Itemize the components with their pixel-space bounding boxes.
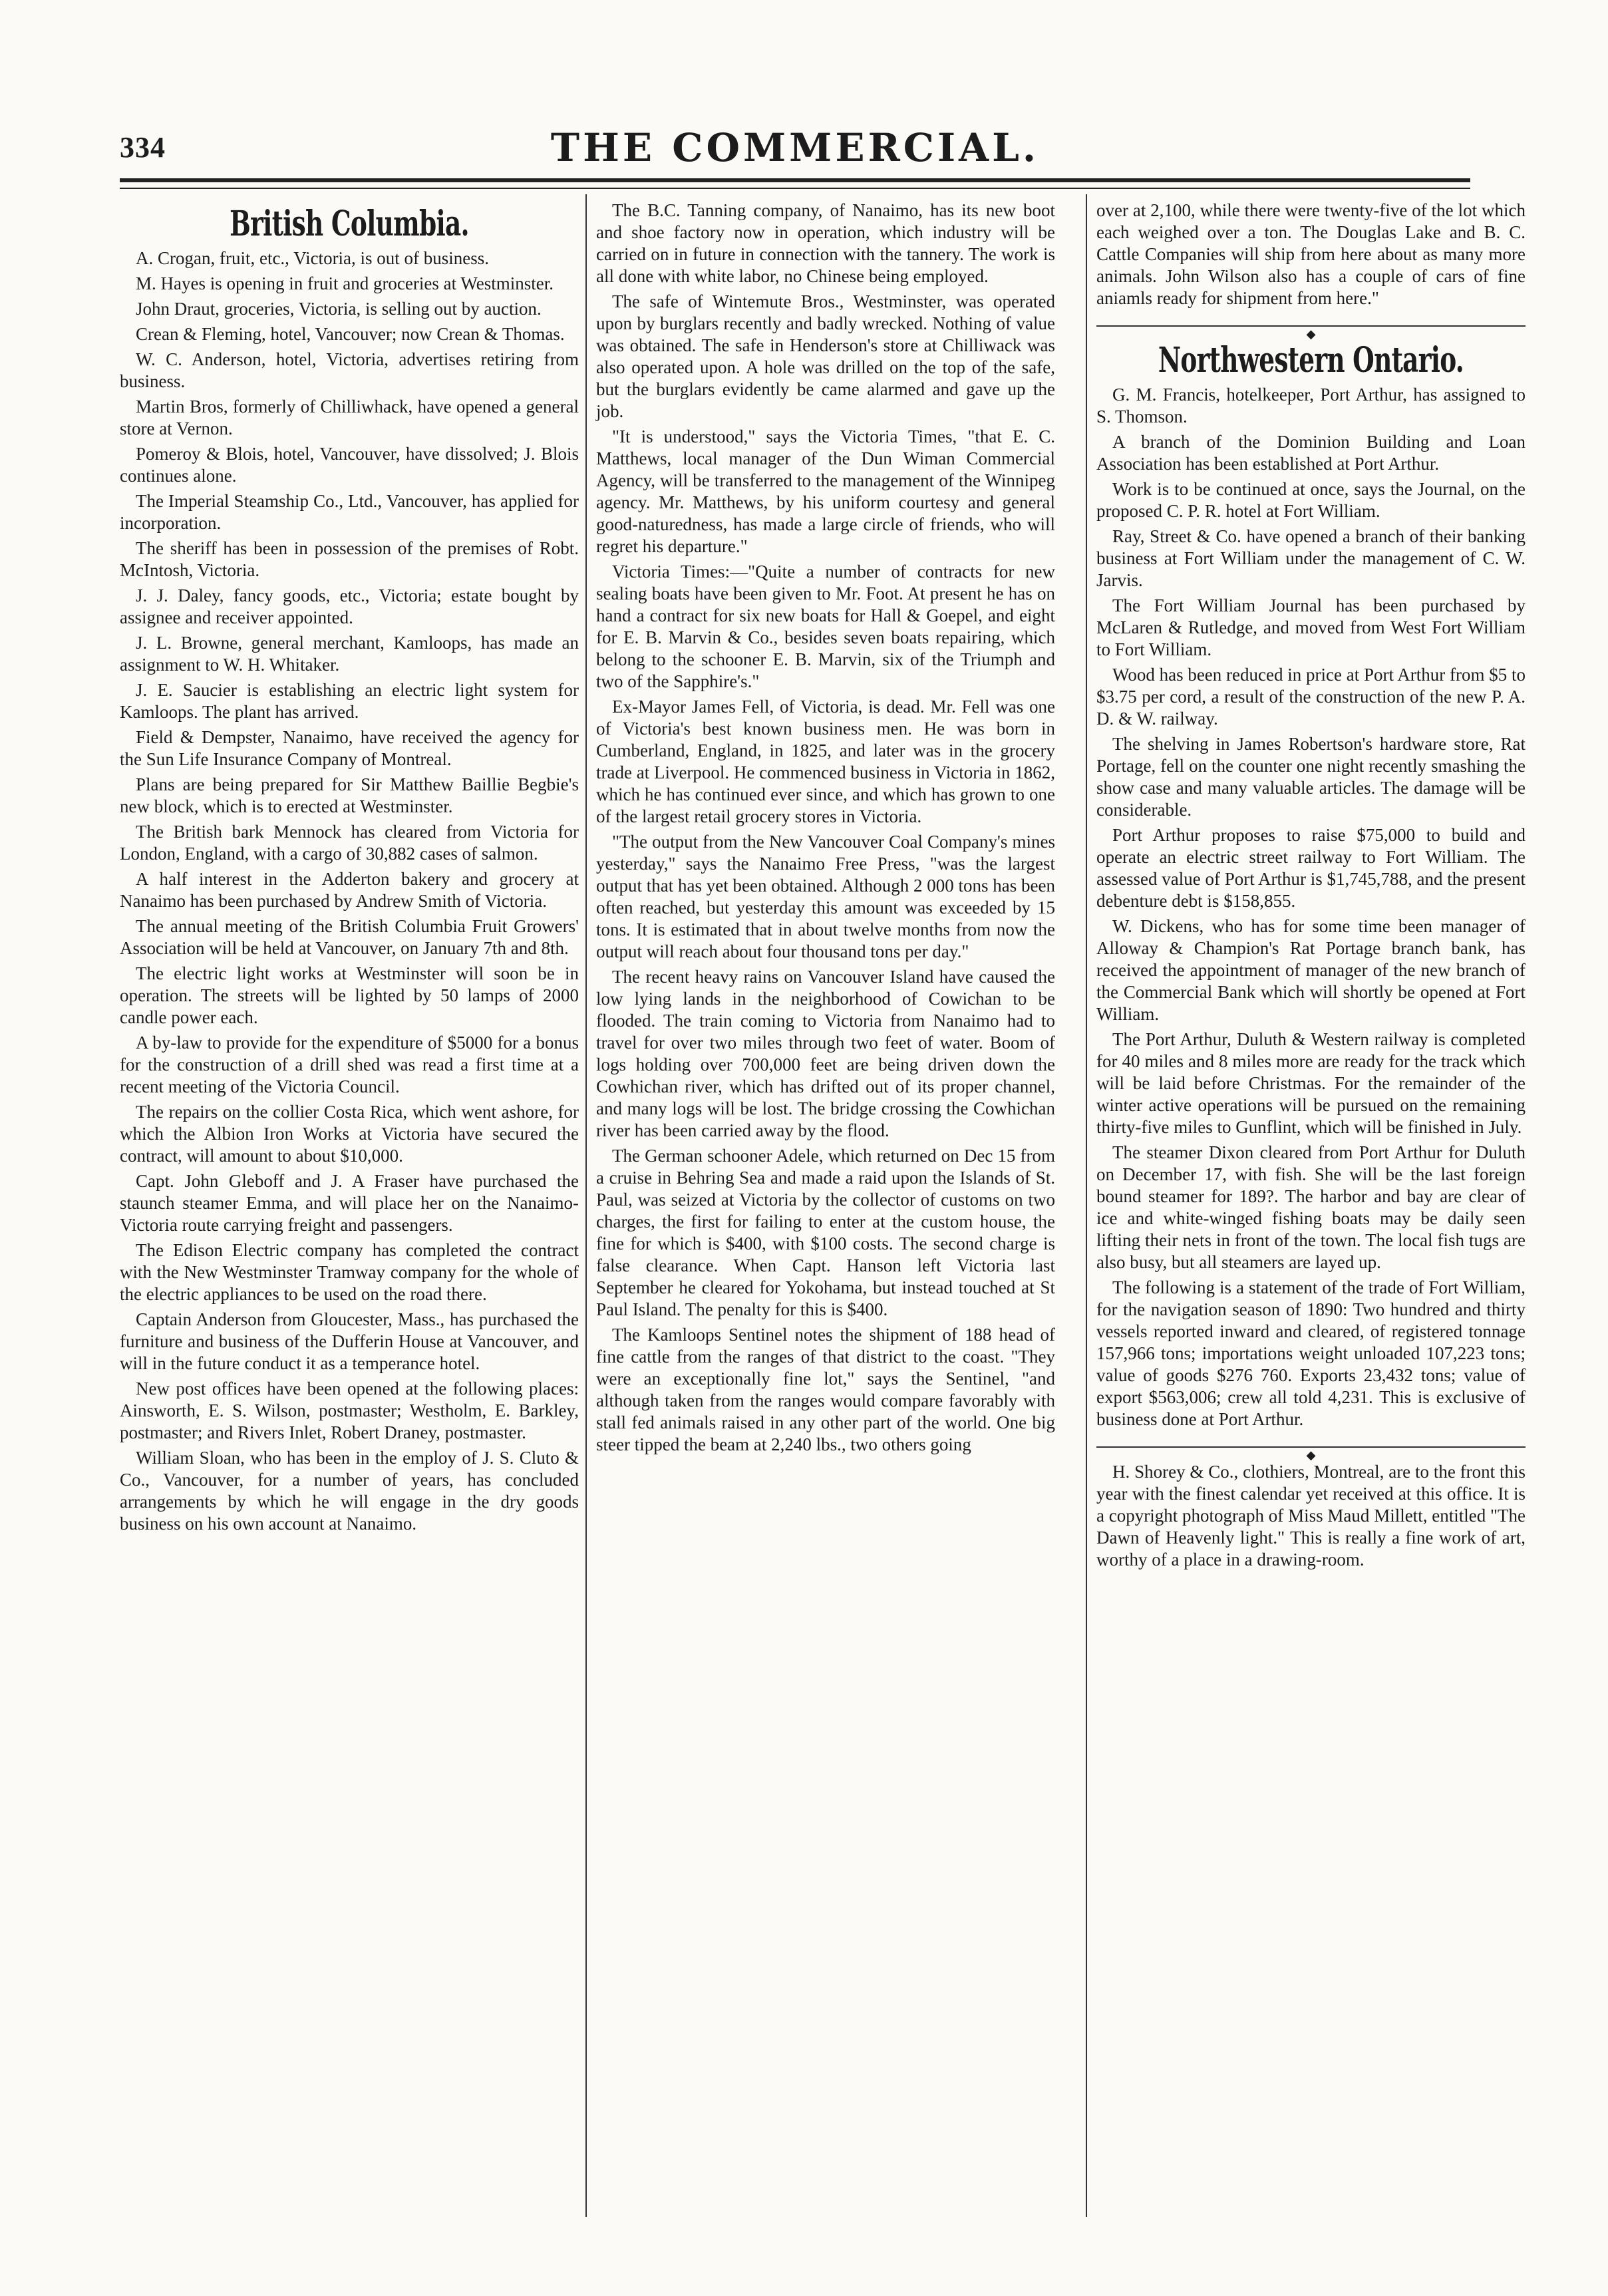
news-item-continuation: over at 2,100, while there were twenty-five of the lot which each weighed over a ton. The Douglas Lake and B. C. Cattle Companies will ship from here about as many more animals. John Wilson also has a couple of cars of fine aniamls ready for shipment from here." [1096, 200, 1526, 308]
section-heading-northwestern-ontario: Northwestern Ontario. [1158, 340, 1464, 381]
news-item: William Sloan, who has been in the employ of J. S. Cluto & Co., Vancouver, for a number of years, has concluded arrangements by which he will engage in the dry goods business on his own account at Nanaimo. [120, 1448, 579, 1534]
column-divider [585, 194, 587, 2217]
news-item: The annual meeting of the British Columbia Fruit Growers' Association will be held at Vancouver, on January 7th and 8th. [120, 916, 579, 958]
news-item: Martin Bros, formerly of Chilliwhack, have opened a general store at Vernon. [120, 397, 579, 438]
news-item: New post offices have been opened at the following places: Ainsworth, E. S. Wilson, postmaster; Westholm, E. Barkley, postmaster; and Rivers Inlet, Robert Draney, postmaster. [120, 1379, 579, 1442]
news-item: "The output from the New Vancouver Coal Company's mines yesterday," says the Nanaimo Free Press, "was the largest output that has yet been obtained. Although 2 000 tons has been often reached, but yesterday this amount was exceeded by 15 tons. It is estimated that in about twelve months from now the output will reach about four thousand tons per day." [596, 832, 1055, 961]
news-item: A by-law to provide for the expenditure of $5000 for a bonus for the construction of a drill shed was read a first time at a recent meeting of the Victoria Council. [120, 1033, 579, 1096]
news-item: The recent heavy rains on Vancouver Island have caused the low lying lands in the neighborhood of Cowichan to be flooded. The train coming to Victoria from Nanaimo had to travel for over two miles through two feet of water. Boom of logs holding over 700,000 feet are being driven down the Cowhichan river, which has drifted out of its proper channel, and many logs will be lost. The bridge crossing the Cowhichan river has been carried away by the flood. [596, 967, 1055, 1140]
news-items-list [120, 247, 579, 1535]
news-item: Plans are being prepared for Sir Matthew Baillie Begbie's new block, which is to erected at Westminster. [120, 774, 579, 816]
news-item: Ray, Street & Co. have opened a branch of their banking business at Fort William under the management of C. W. Jarvis. [1096, 526, 1526, 590]
news-item: John Draut, groceries, Victoria, is selling out by auction. [136, 299, 542, 319]
column-british-columbia [120, 200, 579, 1538]
news-item: W. C. Anderson, hotel, Victoria, advertises retiring from business. [120, 349, 579, 391]
news-item: The Edison Electric company has completed the contract with the New Westminster Tramway company for the whole of the electric appliances to be used on the road there. [120, 1240, 579, 1304]
news-item: Field & Dempster, Nanaimo, have received the agency for the Sun Life Insurance Company of Montreal. [120, 727, 579, 769]
news-item: G. M. Francis, hotelkeeper, Port Arthur, has assigned to S. Thomson. [1096, 385, 1526, 426]
news-items-list [1096, 384, 1526, 1430]
section-divider: ◆ [1096, 1442, 1526, 1452]
news-item: M. Hayes is opening in fruit and groceries at Westminster. [136, 273, 554, 293]
news-item: J. E. Saucier is establishing an electric light system for Kamloops. The plant has arrived. [120, 680, 579, 722]
section-heading-british-columbia: British Columbia. [230, 204, 469, 244]
news-item: The British bark Mennock has cleared from Victoria for London, England, with a cargo of 30,882 cases of salmon. [120, 822, 579, 864]
news-item: J. L. Browne, general merchant, Kamloops, has made an assignment to W. H. Whitaker. [120, 633, 579, 675]
news-item: A. Crogan, fruit, etc., Victoria, is out of business. [136, 248, 490, 268]
news-item: The sheriff has been in possession of the premises of Robt. McIntosh, Victoria. [120, 538, 579, 580]
news-item: A branch of the Dominion Building and Loan Association has been established at Port Arthur. [1096, 432, 1526, 474]
news-item: The German schooner Adele, which returned on Dec 15 from a cruise in Behring Sea and made a raid upon the Islands of St. Paul, was seized at Victoria by the collector of customs on two charges, the first for failing to enter at the custom house, the fine for which is $400, with $100 costs. The second charge is false clearance. When Capt. Hanson left Victoria last September he cleared for Yokohama, but instead touched at St Paul Island. The penalty for this is $400. [596, 1146, 1055, 1319]
news-item: The Kamloops Sentinel notes the shipment of 188 head of fine cattle from the ranges of that district to the coast. "They were an exceptionally fine lot," says the Sentinel, "and although taken from the ranges would compare favorably with stall fed animals raised in any other part of the world. One big steer tipped the beam at 2,240 lbs., two others going [596, 1325, 1055, 1454]
news-item: The Imperial Steamship Co., Ltd., Vancouver, has applied for incorporation. [120, 491, 579, 533]
news-item: The electric light works at Westminster will soon be in operation. The streets will be lighted by 50 lamps of 2000 candle power each. [120, 963, 579, 1027]
page-number: 334 [120, 131, 166, 164]
news-item: The repairs on the collier Costa Rica, which went ashore, for which the Albion Iron Works at Victoria have secured the contract, will amount to about $10,000. [120, 1102, 579, 1166]
news-item: Captain Anderson from Gloucester, Mass., has purchased the furniture and business of the Dufferin House at Vancouver, and will in the future conduct it as a temperance hotel. [120, 1309, 579, 1373]
masthead [120, 125, 1470, 178]
news-item: Work is to be continued at once, says the Journal, on the proposed C. P. R. hotel at Fort William. [1096, 479, 1526, 521]
news-item: Victoria Times:—"Quite a number of contracts for new sealing boats have been given to Mr. Foot. At present he has on hand a contract for six new boats for Hall & Goepel, and eight for E. B. Marvin & Co., besides seven boats repairing, which belong to the schooner E. B. Marvin, six of the Triumph and two of the Sapphire's." [596, 562, 1055, 691]
news-items-list [596, 200, 1055, 1456]
news-item: Ex-Mayor James Fell, of Victoria, is dead. Mr. Fell was one of Victoria's best known business men. He was born in Cumberland, England, in 1825, and later was in the grocery trade at Liverpool. He commenced business in Victoria in 1862, which he has continued ever since, and which has grown to one of the largest retail grocery stores in Victoria. [596, 697, 1055, 826]
news-item: Port Arthur proposes to raise $75,000 to build and operate an electric street railway to Fort William. The assessed value of Port Arthur is $1,745,788, and the present debenture debt is $158,855. [1096, 825, 1526, 911]
news-item: Capt. John Gleboff and J. A Fraser have purchased the staunch steamer Emma, and will place her on the Nanaimo-Victoria route carrying freight and passengers. [120, 1171, 579, 1235]
news-item: Crean & Fleming, hotel, Vancouver; now Crean & Thomas. [136, 324, 565, 344]
news-item: The steamer Dixon cleared from Port Arthur for Duluth on December 17, with fish. She will be the last foreign bound steamer for 189?. The harbor and bay are clear of ice and white-winged fishing boats may be daily seen lifting their nets in front of the town. The local fish tugs are also busy, but all steamers are layed up. [1096, 1142, 1526, 1272]
column-divider [1086, 194, 1087, 2217]
news-item: The following is a statement of the trade of Fort William, for the navigation season of 1890: Two hundred and thirty vessels reported inward and cleared, of registered tonnage 157,966 tons; importations weight unloaded 107,223 tons; value of goods $276 760. Exports 23,432 tons; value of export $563,006; crew all told 4,231. This is exclusive of business done at Port Arthur. [1096, 1277, 1526, 1429]
newspaper-title: THE COMMERCIAL. [550, 125, 1040, 170]
news-item: "It is understood," says the Victoria Times, "that E. C. Matthews, local manager of the Dun Wiman Commercial Agency, will be transferred to the management of the Winnipeg agency. Mr. Matthews, by his uniform courtesy and general good-naturedness, has made a large circle of friends, who will regret his departure." [596, 426, 1055, 556]
section-divider: ◆ [1096, 321, 1526, 331]
column-continued-news [596, 200, 1055, 1459]
news-item: The B.C. Tanning company, of Nanaimo, has its new boot and shoe factory now in operation, which industry will be carried on in future in connection with the tannery. The work is all done with white labor, no Chinese being employed. [596, 200, 1055, 286]
news-item: Pomeroy & Blois, hotel, Vancouver, have dissolved; J. Blois continues alone. [120, 444, 579, 486]
news-item: W. Dickens, who has for some time been manager of Alloway & Champion's Rat Portage branch bank, has received the appointment of manager of the new branch of the Commercial Bank which will shortly be opened at Fort William. [1096, 916, 1526, 1024]
news-item: A half interest in the Adderton bakery and grocery at Nanaimo has been purchased by Andrew Smith of Victoria. [120, 869, 579, 911]
news-item: The safe of Wintemute Bros., Westminster, was operated upon by burglars recently and badly wrecked. Nothing of value was obtained. The safe in Henderson's store at Chilliwack was also operated upon. A hole was drilled on the top of the safe, but the burglars evidently be came alarmed and gave up the job. [596, 291, 1055, 421]
column-northwestern-ontario [1096, 200, 1526, 1574]
news-item: H. Shorey & Co., clothiers, Montreal, are to the front this year with the finest calendar yet received at this office. It is a copyright photograph of Miss Maud Millett, entitled "The Dawn of Heavenly light." This is really a fine work of art, worthy of a place in a drawing-room. [1096, 1462, 1526, 1569]
news-item: The Port Arthur, Duluth & Western railway is completed for 40 miles and 8 miles more are ready for the track which will be laid before Christmas. For the remainder of the winter active operations will be pursued on the remaining thirty-five miles to Gunflint, which will be finished in July. [1096, 1029, 1526, 1137]
news-item: The shelving in James Robertson's hardware store, Rat Portage, fell on the counter one night recently smashing the show case and many valuable articles. The damage will be considerable. [1096, 734, 1526, 820]
news-item: J. J. Daley, fancy goods, etc., Victoria; estate bought by assignee and receiver appointed. [120, 585, 579, 627]
news-item: Wood has been reduced in price at Port Arthur from $5 to $3.75 per cord, a result of the construction of the new P. A. D. & W. railway. [1096, 665, 1526, 729]
masthead-rule-thick [120, 178, 1470, 182]
news-item: The Fort William Journal has been purchased by McLaren & Rutledge, and moved from West Fort William to Fort William. [1096, 595, 1526, 659]
masthead-rule-thin [120, 188, 1470, 189]
